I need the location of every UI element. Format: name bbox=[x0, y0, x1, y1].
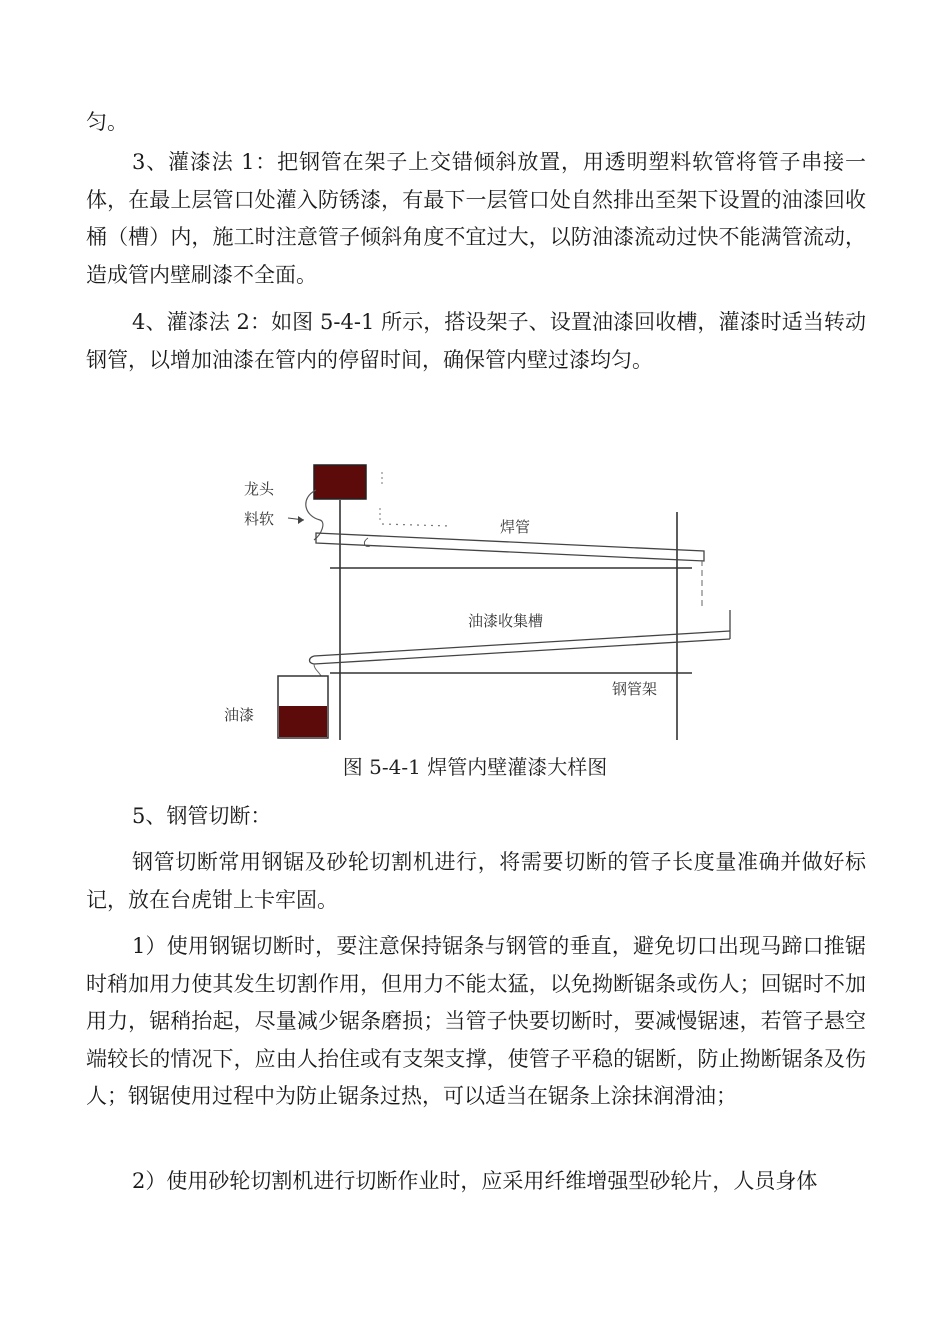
label-paint: 油漆 bbox=[224, 706, 255, 724]
paragraph-grinder-cutting: 2）使用砂轮切割机进行切断作业时，应采用纤维增强型砂轮片，人员身体 bbox=[132, 1169, 818, 1193]
section-heading-pipe-cutting: 5、钢管切断： bbox=[132, 804, 272, 828]
label-trough: 油漆收集槽 bbox=[468, 612, 544, 630]
paragraph-saw-cutting: 1）使用钢锯切断时，要注意保持锯条与钢管的垂直，避免切口出现马蹄口推锯时稍加用力使其发生切割作用，但用力不能太猛，以免拗断锯条或伤人；回锯时不加用力，锯稍抬起，尽量减少锯条磨损；当管子快要切断时，要减慢锯速，若管子悬空端较长的情况下，应由人抬住或有支架支撑，使管子平稳的锯断，防止拗断锯条及伤人；钢锯使用过程中为防止锯条过热，可以适当在锯条上涂抹润滑油； bbox=[86, 934, 866, 1108]
paragraph-method-2: 4、灌漆法 2：如图 5-4-1 所示，搭设架子、设置油漆回收槽，灌漆时适当转动钢管，以增加油漆在管内的停留时间，确保管内壁过漆均匀。 bbox=[86, 310, 866, 372]
label-rack: 钢管架 bbox=[612, 680, 658, 698]
pipe-painting-diagram bbox=[210, 450, 750, 750]
label-pipe: 焊管 bbox=[500, 518, 531, 536]
paint-bucket-fill bbox=[279, 706, 327, 737]
paragraph-continuation: 匀。 bbox=[86, 110, 128, 134]
collection-trough bbox=[314, 631, 730, 664]
paragraph-cutting-intro: 钢管切断常用钢锯及砂轮切割机进行，将需要切断的管子长度量准确并做好标记，放在台虎钳上卡牢固。 bbox=[86, 850, 866, 912]
paint-tank-top bbox=[314, 465, 366, 499]
paragraph-method-1: 3、灌漆法 1：把钢管在架子上交错倾斜放置，用透明塑料软管将管子串接一体，在最上层管口处灌入防锈漆，有最下一层管口处自然排出至架下设置的油漆回收桶（槽）内，施工时注意管子倾斜角度不宜过大，以防油漆流动过快不能满管流动，造成管内壁刷漆不全面。 bbox=[86, 150, 866, 287]
figure-caption: 图 5-4-1 焊管内壁灌漆大样图 bbox=[342, 755, 608, 779]
label-hose: 料软 bbox=[244, 510, 275, 528]
label-faucet: 龙头 bbox=[244, 480, 275, 498]
welded-pipe bbox=[316, 533, 704, 561]
